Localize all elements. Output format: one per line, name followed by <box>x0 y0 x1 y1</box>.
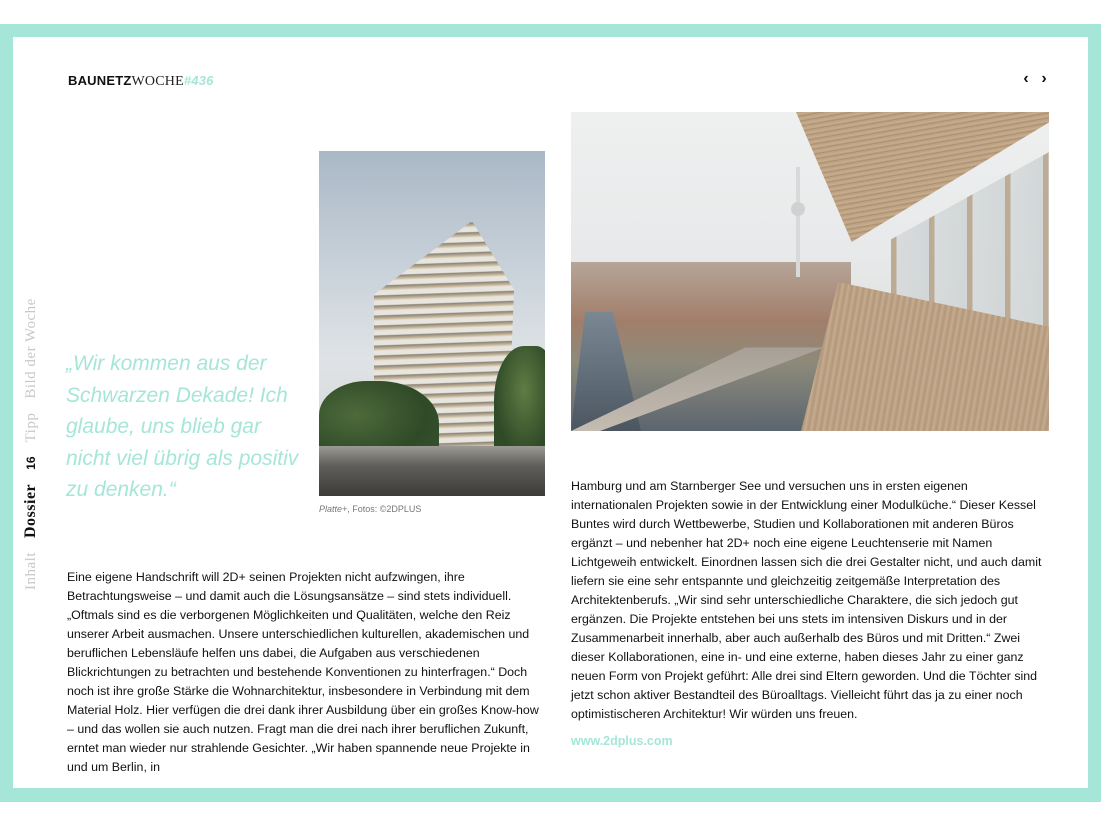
sidebar-item-bild-der-woche[interactable]: Bild der Woche <box>23 298 39 399</box>
balcony-photo <box>571 112 1049 431</box>
logo-woche: WOCHE <box>131 74 184 89</box>
baunetzwoche-logo[interactable] <box>68 73 214 90</box>
sidebar-item-inhalt[interactable]: Inhalt <box>23 552 39 590</box>
page-navigation <box>1020 70 1050 88</box>
tv-tower <box>796 167 800 277</box>
caption-project-name: Platte+ <box>319 504 348 514</box>
body-paragraph-left: Eine eigene Handschrift will 2D+ seinen Projekten nicht aufzwingen, ihre Betrachtungsweise – und damit auch die Lösungsansätze – sind stets individuell. „Oftmals sind es die verborgenen Möglichkeiten und Qualitäten, welche den Reiz unserer Arbeit ausmachen. Unsere unterschiedlichen kulturellen, akademischen und beruflichen Lebensläufe helfen uns dabei, die Aufgaben aus verschiedenen Blickrichtungen zu betrachten und bestehende Konventionen zu hinterfragen.“ Doch noch ist ihre große Stärke die Wohnarchitektur, insbesondere in Verbindung mit dem Material Holz. Hier verfügen die drei dank ihrer Ausbildung über ein großes Know-how – und das wollen sie auch nutzen. Fragt man die drei nach ihrer beruflichen Zukunft, erntet man wieder nur strahlende Gesichter. „Wir haben spannende neue Projekte in und um Berlin, in <box>67 570 539 774</box>
prev-page-icon[interactable]: ‹ <box>1023 70 1029 87</box>
sidebar-item-dossier[interactable]: Dossier <box>22 483 39 538</box>
sidebar-page-number: 16 <box>24 456 38 470</box>
section-sidebar <box>22 298 40 590</box>
trees-right <box>494 346 545 456</box>
street <box>319 446 545 496</box>
tower-photo <box>319 151 545 496</box>
sidebar-item-tipp[interactable]: Tipp <box>23 412 39 443</box>
pull-quote: „Wir kommen aus der Schwarzen Dekade! Ich glaube, uns blieb gar nicht viel übrig als positiv zu denken.“ <box>66 352 299 501</box>
body-text-right <box>571 477 1049 724</box>
issue-number: #436 <box>183 73 214 88</box>
website-link[interactable]: www.2dplus.com <box>571 734 673 748</box>
body-paragraph-right: Hamburg und am Starnberger See und versuchen uns in ersten eigenen internationalen Projekten sowie in der Entwicklung einer Modulküche.“ Dieser Kessel Buntes wird durch Wettbewerbe, Studien und Kollaborationen mit anderen Büros ergänzt – und nebenher hat 2D+ noch eine eigene Leuchtenserie mit Namen Lichtgeweih entwickelt. Einordnen lassen sich die drei Gestalter nicht, und auch damit liefern sie eine sehr entspannte und gleichzeitig zeitgemäße Interpretation des Architektenberufs. „Wir sind sehr unterschiedliche Charaktere, die sich jedoch gut ergänzen. Die Projekte entstehen bei uns stets im intensiven Diskurs und in der Zusammenarbeit innerhalb, aber auch außerhalb des Büros und mit Dritten.“ Zwei dieser Kollaborationen, eine in- und eine externe, haben dieses Jahr zu einer ganz neuen Form von Projekt geführt: Alle drei sind Eltern geworden. Und die Töchter sind jetzt schon aktiver Bestandteil des Büroalltags. Vielleicht führt das ja zu einer noch optimistischeren Architektur! Wir würden uns freuen. <box>571 479 1042 721</box>
next-page-icon[interactable]: › <box>1041 70 1047 87</box>
photo-caption <box>319 504 421 514</box>
logo-baunetz: BAUNETZ <box>68 73 132 88</box>
body-text-left <box>67 568 547 777</box>
caption-credit: , Fotos: ©2DPLUS <box>347 504 422 514</box>
